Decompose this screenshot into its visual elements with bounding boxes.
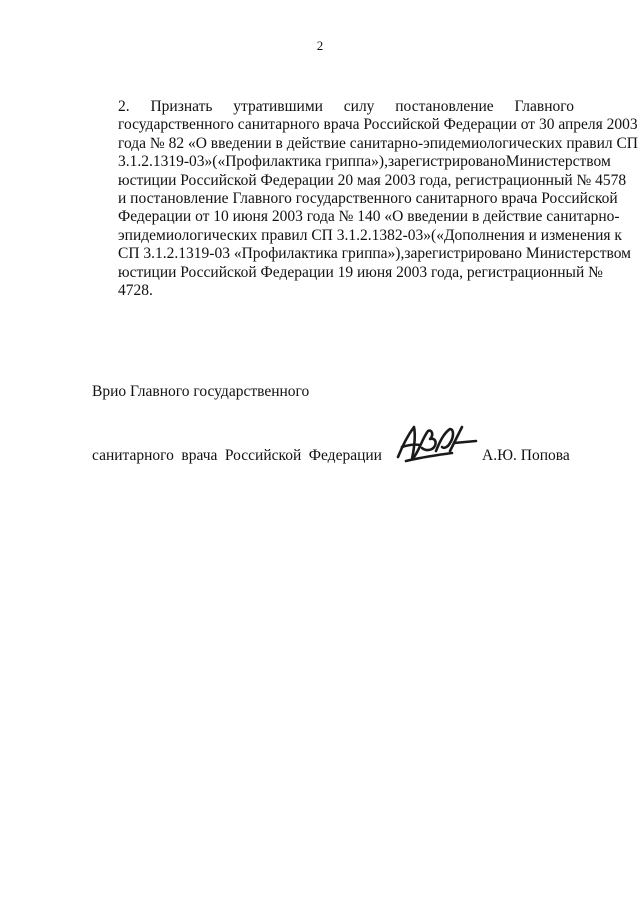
signatory-title-line1: Врио Главного государственного — [92, 383, 310, 400]
paragraph-line — [118, 134, 638, 153]
signatory-title-word: Федерации — [308, 447, 382, 464]
signatory-title-word: врача — [181, 447, 218, 464]
paragraph-line — [118, 98, 574, 116]
paragraph-item-number: 2. — [118, 98, 130, 115]
paragraph-line — [118, 171, 627, 190]
paragraph-line — [118, 226, 622, 245]
paragraph-word: Главного — [514, 98, 574, 115]
paragraph-line — [118, 208, 620, 226]
paragraph-line — [118, 190, 618, 208]
paragraph-text: юстиции Российской Федерации 19 июня 2003 года, регистрационный № — [118, 263, 603, 281]
signature-row — [92, 417, 582, 467]
handwritten-signature — [392, 417, 482, 465]
paragraph-word: постановление — [395, 98, 494, 115]
paragraph-text: эпидемиологических правил СП 3.1.2.1382-03» — [118, 226, 432, 244]
paragraph-line — [118, 153, 611, 171]
paragraph-2 — [118, 98, 638, 300]
paragraph-text: 4728. — [118, 282, 153, 300]
paragraph-line — [118, 245, 631, 263]
paragraph-text: СП 3.1.2.1319-03 «Профилактика гриппа»), — [118, 245, 405, 263]
signatory-name: А.Ю. Попова — [482, 447, 570, 464]
paragraph-word: Признать — [150, 98, 213, 115]
paragraph-text: зарегистрировано — [387, 153, 506, 171]
paragraph-text: года № 82 «О введении в действие санитарно-эпидемиологических правил СП — [118, 134, 638, 152]
paragraph-text: Министерством — [505, 153, 611, 171]
paragraph-text: 3.1.2.1319-03» — [118, 153, 213, 171]
paragraph-word: утратившими — [233, 98, 323, 115]
paragraph-text: зарегистрировано Министерством — [404, 245, 631, 263]
paragraph-line — [118, 282, 574, 300]
signature-block — [92, 383, 582, 467]
paragraph-text: («Дополнения и изменения к — [431, 226, 622, 244]
paragraph-text: юстиции Российской Федерации 20 мая 2003 года, регистрационный № 4578 — [118, 171, 627, 189]
paragraph-text: («Профилактика гриппа»), — [212, 153, 388, 171]
paragraph-text: и постановление Главного государственного санитарного врача Российской — [118, 190, 618, 208]
paragraph-line — [118, 116, 638, 134]
signatory-title-word: Российской — [224, 447, 302, 464]
paragraph-word: силу — [343, 98, 375, 115]
paragraph-text: Федерации от 10 июня 2003 года № 140 «О введении в действие санитарно- — [118, 208, 620, 226]
paragraph-text: государственного санитарного врача Российской Федерации от 30 апреля 2003 — [118, 116, 638, 134]
signatory-title-line2 — [92, 447, 382, 465]
signatory-title-word: санитарного — [92, 447, 174, 464]
page-number: 2 — [316, 38, 324, 53]
paragraph-line — [118, 263, 603, 282]
